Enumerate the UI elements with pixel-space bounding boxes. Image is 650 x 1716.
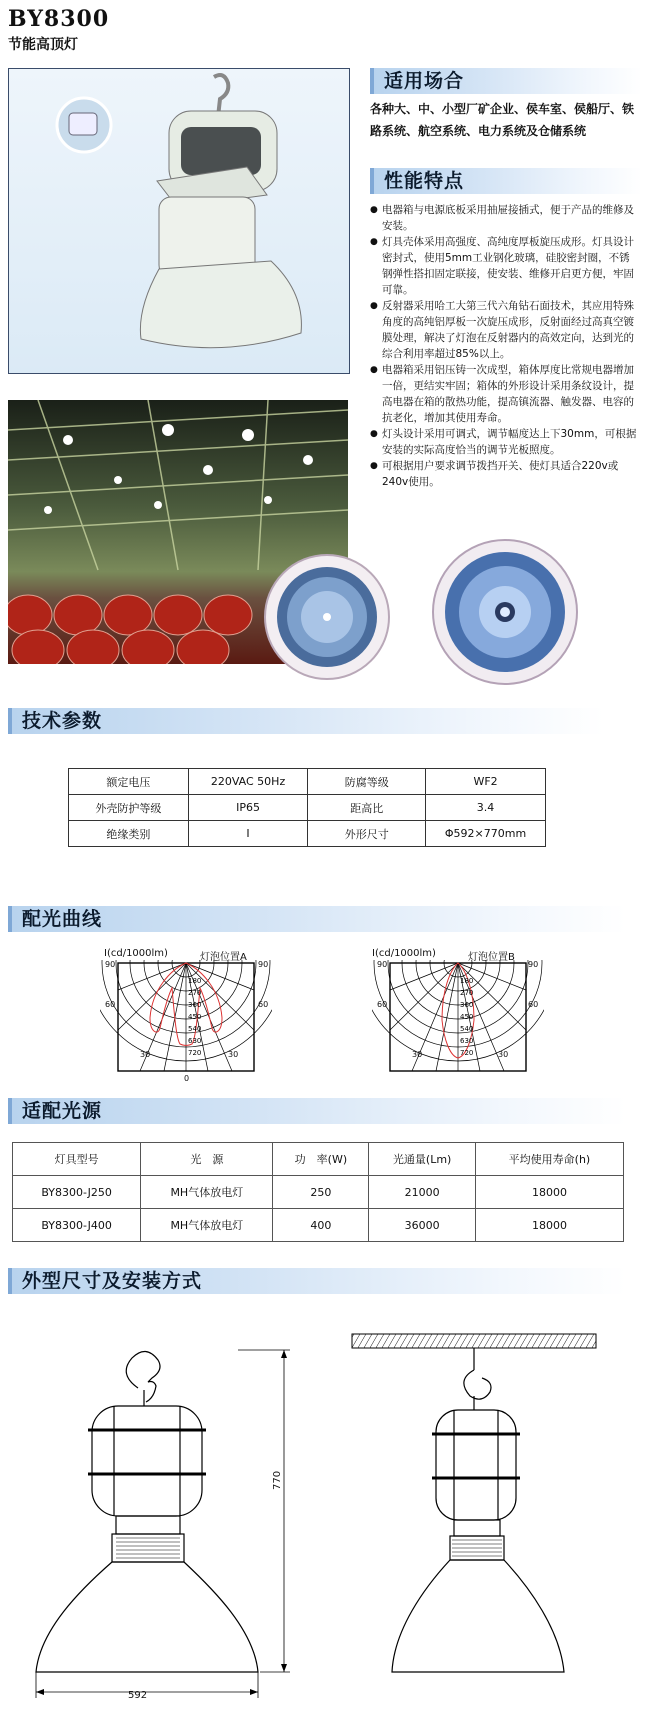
polar-chart-a [100,960,272,1084]
table-cell: BY8300-J400 [13,1209,141,1242]
curve-a-unit: I(cd/1000lm) [104,948,168,959]
feature-item: ● 灯头设计采用可调式，调节幅度达上下30mm，可根据安装的实际高度恰当的调节光板照度。 [370,426,640,458]
apply-heading: 适用场合 [384,70,465,92]
feature-item: ● 灯具壳体采用高强度、高纯度厚板旋压成形。灯具设计密封式，使用5mm工业钢化玻璃，硅胶密封圈，不锈钢弹性搭扣固定联接，使安装、维修开启更方便，牢固可靠。 [370,234,640,298]
angle-label: 90 [258,960,269,969]
radial-tick-label: 720 [188,1049,202,1057]
table-cell: 额定电压 [69,769,189,795]
radial-tick-label: 180 [460,977,474,985]
table-cell: 21000 [369,1176,476,1209]
radial-tick-label: 360 [460,1001,474,1009]
table-header-row [13,1143,624,1176]
table-cell: 3.4 [426,795,546,821]
table-cell: 18000 [475,1176,623,1209]
angle-label: 90 [528,960,539,969]
table-cell: WF2 [426,769,546,795]
reflector-photo-2 [430,538,580,686]
feature-item: ● 电器箱与电源底板采用抽屉接插式，便于产品的维修及安装。 [370,202,640,234]
radial-tick-label: 180 [188,977,202,985]
angle-label: 60 [258,1000,269,1009]
install-heading: 外型尺寸及安装方式 [22,1270,203,1292]
angle-label: 30 [412,1050,423,1059]
angle-label: 90 [105,960,116,969]
polar-chart-b [372,960,544,1084]
feature-item: ● 反射器采用哈工大第三代六角钻石面技术，其应用特殊角度的高纯铝厚板一次旋压成形，反射面经过高真空镀膜处理，解决了灯泡在反射器内的高效定向，达到光的综合利用率超过85%以上。 [370,298,640,362]
angle-label: 0 [184,1074,190,1083]
product-photo [8,68,350,374]
table-cell: Φ592×770mm [426,821,546,847]
radial-tick-label: 360 [188,1001,202,1009]
table-cell: I [188,821,308,847]
apply-text: 各种大、中、小型厂矿企业、侯车室、侯船厅、铁路系统、航空系统、电力系统及仓储系统 [370,102,635,138]
dimension-drawing [30,1330,300,1710]
radial-tick-label: 270 [188,989,202,997]
curve-heading-bar [8,906,626,932]
feature-item: ● 可根据用户要求调节拨挡开关、使灯具适合220v或240v使用。 [370,458,640,490]
product-name: 节能高顶灯 [8,37,78,53]
table-cell: 距高比 [308,795,426,821]
source-heading-bar [8,1098,626,1124]
table-cell: 250 [273,1176,369,1209]
apply-heading-bar [370,68,642,94]
radial-tick-label: 630 [188,1037,202,1045]
features-list [370,202,640,490]
table-row [13,1176,624,1209]
radial-tick-label: 540 [188,1025,202,1033]
curve-b-unit: I(cd/1000lm) [372,948,436,959]
table-row [13,1209,624,1242]
install-heading-bar [8,1268,626,1294]
radial-tick-label: 630 [460,1037,474,1045]
column-header: 功 率(W) [273,1143,369,1176]
ceiling-mount-drawing [350,1330,610,1680]
curve-heading: 配光曲线 [22,908,103,930]
column-header: 平均使用寿命(h) [475,1143,623,1176]
spec-table [68,768,546,847]
reflector-photo-1 [262,552,392,682]
radial-tick-label: 720 [460,1049,474,1057]
width-dimension: 592 [128,1690,148,1701]
features-heading-bar [370,168,642,194]
table-row [69,821,546,847]
angle-label: 60 [528,1000,539,1009]
table-cell: MH气体放电灯 [141,1176,273,1209]
table-cell: MH气体放电灯 [141,1209,273,1242]
product-code: BY8300 [8,6,110,32]
table-cell: IP65 [188,795,308,821]
curve-b-label: 灯泡位置B [468,952,515,963]
angle-label: 60 [377,1000,388,1009]
table-cell: 220VAC 50Hz [188,769,308,795]
table-row [69,795,546,821]
radial-tick-label: 270 [460,989,474,997]
table-cell: 400 [273,1209,369,1242]
height-dimension: 770 [272,1470,283,1490]
angle-label: 30 [498,1050,509,1059]
table-cell: 绝缘类别 [69,821,189,847]
table-row [69,769,546,795]
source-table [12,1142,624,1242]
table-cell: 外壳防护等级 [69,795,189,821]
table-cell: 18000 [475,1209,623,1242]
feature-item: ● 电器箱采用铝压铸一次成型，箱体厚度比常规电器增加一倍，更结实牢固；箱体的外形设计采用条纹设计，提高电器在箱的散热功能，提高镇流器、触发器、电容的抗老化，增加其使用寿命。 [370,362,640,426]
source-heading: 适配光源 [22,1100,103,1122]
table-cell: 防腐等级 [308,769,426,795]
angle-label: 30 [140,1050,151,1059]
tech-heading: 技术参数 [22,710,103,732]
angle-label: 90 [377,960,388,969]
column-header: 光通量(Lm) [369,1143,476,1176]
tech-heading-bar [8,708,604,734]
table-cell: 外形尺寸 [308,821,426,847]
features-heading: 性能特点 [384,170,465,192]
table-cell: BY8300-J250 [13,1176,141,1209]
radial-tick-label: 450 [460,1013,474,1021]
angle-label: 30 [228,1050,239,1059]
angle-label: 60 [105,1000,116,1009]
table-cell: 36000 [369,1209,476,1242]
curve-a-label: 灯泡位置A [200,952,247,963]
radial-tick-label: 540 [460,1025,474,1033]
column-header: 灯具型号 [13,1143,141,1176]
column-header: 光 源 [141,1143,273,1176]
radial-tick-label: 450 [188,1013,202,1021]
